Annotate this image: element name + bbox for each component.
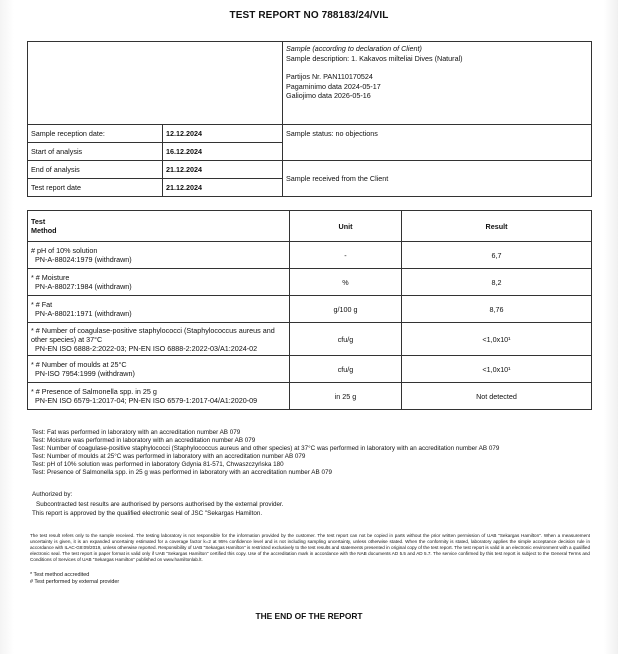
meta-value-report-date: 21.12.2024 bbox=[163, 179, 283, 197]
report-title: TEST REPORT NO 788183/24/VIL bbox=[229, 10, 389, 21]
results-header-test-method bbox=[28, 211, 290, 242]
results-table bbox=[27, 210, 592, 410]
sample-description-cell bbox=[283, 42, 592, 125]
meta-label-end: End of analysis bbox=[28, 161, 163, 179]
note-line: Test: Number of coagulase-positive staphylococci (Staphylococcus aureus and other species) at 37°C was performed in laboratory with an accreditation number AB 079 bbox=[32, 445, 500, 453]
test-result: 6,7 bbox=[402, 242, 592, 269]
result-row bbox=[28, 356, 592, 383]
note-line: Test: pH of 10% solution was performed in laboratory Gdynia 81-571, Chwaszczyńska 180 bbox=[32, 461, 284, 469]
sample-received: Sample received from the Client bbox=[283, 161, 592, 197]
note-line: Test: Number of moulds at 25°C was performed in laboratory with an accreditation number AB 079 bbox=[32, 453, 306, 461]
header-method: Method bbox=[31, 226, 57, 235]
test-result: <1,0x10¹ bbox=[402, 356, 592, 383]
test-unit: - bbox=[290, 242, 402, 269]
test-method: PN-A-88024:1979 (withdrawn) bbox=[35, 255, 132, 264]
result-row bbox=[28, 269, 592, 296]
meta-label-report-date: Test report date bbox=[28, 179, 163, 197]
test-result: <1,0x10¹ bbox=[402, 323, 592, 356]
test-name: * # Number of coagulase-positive staphylococci (Staphylococcus aureus and other species) at 37°C bbox=[31, 325, 275, 344]
test-unit: in 25 g bbox=[290, 383, 402, 410]
sample-info-table bbox=[27, 41, 592, 197]
sample-production-date: Pagaminimo data 2024-05-17 bbox=[286, 81, 381, 91]
sample-description: Sample description: 1. Kakavos milteliai Dives (Natural) bbox=[286, 53, 463, 63]
sample-expiry-date: Galiojimo data 2026-05-16 bbox=[286, 91, 371, 101]
result-row bbox=[28, 242, 592, 269]
end-of-report: THE END OF THE REPORT bbox=[255, 611, 363, 621]
meta-value-reception: 12.12.2024 bbox=[163, 125, 283, 143]
footnotes bbox=[30, 572, 330, 585]
legal-disclaimer: The test result refers only to the sample received. The testing laboratory is not responsible for the information provided by the customer. The test report can not be copied in parts without the prior written permission of UAB "Sekargas Hamilton". When a measurement uncertainty is given, it is an expanded uncertainty estimated for a coverage factor k=2 at 95% confidence level and is not including sampling uncertainty, unless otherwise stated. When the conformity is stated, laboratory applies the simple acceptance decision rule in accordance with ILAC-G8:09/2019, unless otherwise reported. Responsibility of UAB "Sekargas Hamilton" is restricted exclusively to the test results and statements presented in original copy of the test report. The test report is valid in an electronic environment with a qualified electronic seal. The test report in paper format is valid only if UAB "Sekargas Hamilton" certified this copy. Use of the accreditation mark in accordance with the NAB documents AD 5.5 and AD 5.7. The service confirmed by this test report is subject to the General Terms and Conditions of Services of UAB "Sekargas Hamilton" published on www.hamiltonlab.lt. bbox=[30, 533, 590, 562]
sample-batch: Partijos Nr. PAN110170524 bbox=[286, 72, 373, 82]
authorization-line-2: This report is approved by the qualified electronic seal of JSC "Sekargas Hamilton. bbox=[32, 510, 263, 518]
test-result: Not detected bbox=[402, 383, 592, 410]
result-row bbox=[28, 383, 592, 410]
meta-label-reception: Sample reception date: bbox=[28, 125, 163, 143]
test-name: * # Presence of Salmonella spp. in 25 g bbox=[31, 387, 157, 396]
note-line: Test: Fat was performed in laboratory with an accreditation number AB 079 bbox=[32, 429, 241, 436]
test-method: PN-A-88021:1971 (withdrawn) bbox=[35, 309, 132, 318]
header-test: Test bbox=[31, 217, 46, 226]
test-name: * # Fat bbox=[31, 300, 53, 309]
test-name: * # Moisture bbox=[31, 273, 70, 282]
result-row bbox=[28, 296, 592, 323]
note-line: Test: Moisture was performed in laboratory with an accreditation number AB 079 bbox=[32, 437, 256, 445]
meta-label-start: Start of analysis bbox=[28, 143, 163, 161]
header-result: Result bbox=[402, 211, 592, 242]
test-method: PN-ISO 7954:1999 (withdrawn) bbox=[35, 369, 135, 378]
test-name: * # Number of moulds at 25°C bbox=[31, 360, 127, 369]
meta-value-end: 21.12.2024 bbox=[163, 161, 283, 179]
accreditation-notes bbox=[32, 429, 592, 478]
note-line: Test: Presence of Salmonella spp. in 25 g was performed in laboratory with an accreditation number AB 079 bbox=[32, 469, 332, 477]
test-result: 8,2 bbox=[402, 269, 592, 296]
header-unit: Unit bbox=[290, 211, 402, 242]
sample-status: Sample status: no objections bbox=[283, 125, 592, 161]
test-unit: cfu/g bbox=[290, 323, 402, 356]
test-unit: cfu/g bbox=[290, 356, 402, 383]
test-unit: g/100 g bbox=[290, 296, 402, 323]
sample-heading: Sample (according to declaration of Client) bbox=[286, 44, 422, 53]
test-name: # pH of 10% solution bbox=[31, 246, 98, 255]
test-method: PN-EN ISO 6888-2:2022-03; PN-EN ISO 6888-2:2022-03/A1:2024-02 bbox=[35, 343, 258, 353]
footnote-external: # Test performed by external provider bbox=[30, 578, 120, 585]
empty-header-cell bbox=[28, 42, 283, 125]
authorization-block bbox=[32, 490, 592, 519]
meta-value-start: 16.12.2024 bbox=[163, 143, 283, 161]
footnote-accredited: * Test method accredited bbox=[30, 572, 90, 578]
test-unit: % bbox=[290, 269, 402, 296]
authorization-line-1: Subcontracted test results are authorised by persons authorised by the external provider. bbox=[36, 500, 284, 508]
authorized-by-heading: Authorized by: bbox=[32, 491, 73, 498]
test-result: 8,76 bbox=[402, 296, 592, 323]
test-method: PN-A-88027:1984 (withdrawn) bbox=[35, 282, 132, 291]
result-row bbox=[28, 323, 592, 356]
test-method: PN-EN ISO 6579-1:2017-04; PN-EN ISO 6579-1:2017-04/A1:2020-09 bbox=[35, 396, 258, 405]
